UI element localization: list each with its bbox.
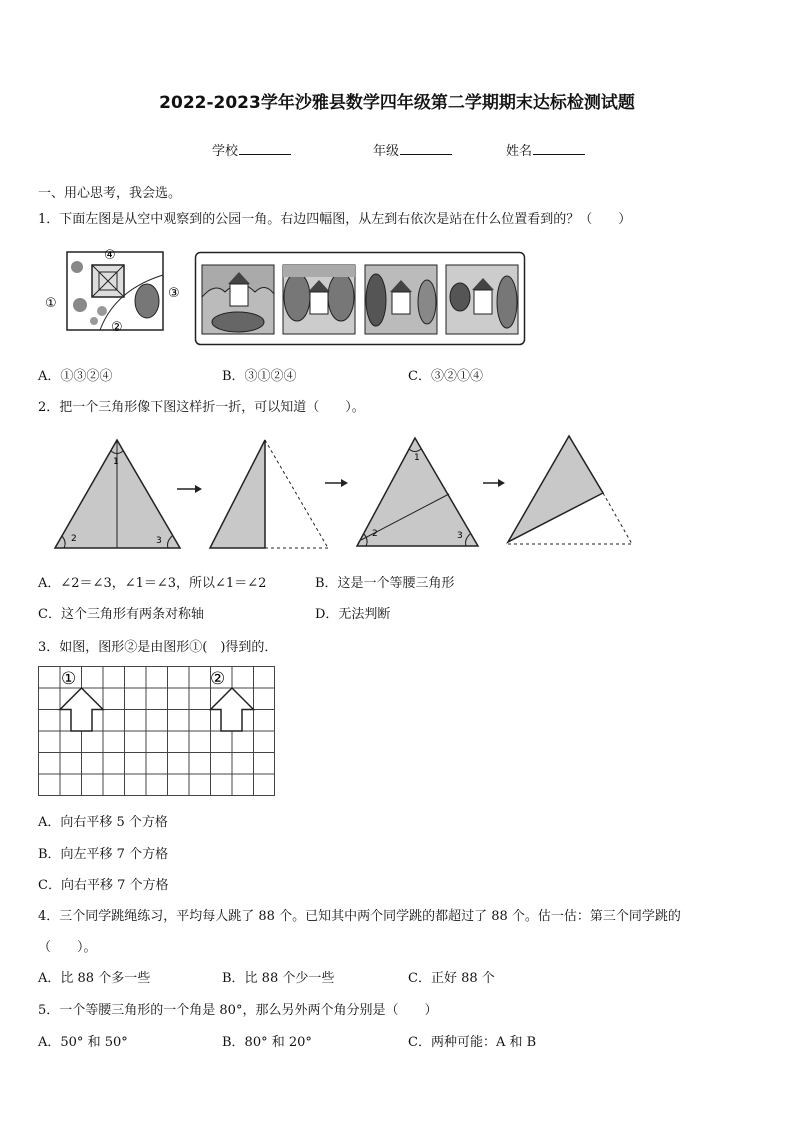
section-heading: 一、用心思考，我会选。 — [38, 186, 182, 201]
angle-label-3b: 3 — [457, 531, 463, 541]
q2-option-a[interactable]: A．∠2＝∠3，∠1＝∠3，所以∠1＝∠2 — [38, 576, 267, 591]
q1-option-a[interactable]: A．①③②④ — [38, 369, 113, 384]
grade-field[interactable] — [373, 140, 452, 159]
grade-label: 年级 — [373, 144, 400, 159]
school-label: 学校 — [212, 144, 239, 159]
arrow-3 — [483, 479, 505, 487]
name-field[interactable] — [506, 140, 585, 159]
q3-option-c[interactable]: C．向右平移 7 个方格 — [38, 878, 169, 893]
shape-1 — [60, 688, 103, 731]
question-5-text: 5．一个等腰三角形的一个角是 80°，那么另外两个角分别是（ ） — [38, 1003, 438, 1018]
question-2-text: 2．把一个三角形像下图这样折一折，可以知道（ ）。 — [38, 400, 365, 415]
angle-label-3: 3 — [156, 536, 162, 546]
grid-translation-figure — [38, 666, 276, 798]
q1-option-c[interactable]: C．③②①④ — [408, 369, 483, 384]
angle-label-2b: 2 — [372, 529, 378, 539]
angle-label-1b: 1 — [414, 453, 420, 463]
view-1 — [202, 265, 274, 334]
map-mark-1: ① — [45, 296, 57, 311]
q4-option-c[interactable]: C．正好 88 个 — [408, 971, 495, 986]
angle-label-2: 2 — [71, 534, 77, 544]
view-2 — [283, 265, 355, 334]
view-3 — [365, 265, 437, 334]
name-blank[interactable] — [533, 142, 585, 155]
question-4-text-cont: （ ）。 — [38, 940, 97, 955]
school-blank[interactable] — [239, 142, 291, 155]
triangle-step-2 — [210, 440, 328, 548]
four-views-figure — [195, 252, 525, 345]
q5-option-a[interactable]: A．50° 和 50° — [38, 1035, 128, 1050]
school-field[interactable] — [212, 140, 291, 159]
q3-option-b[interactable]: B．向左平移 7 个方格 — [38, 847, 169, 862]
q3-option-a[interactable]: A．向右平移 5 个方格 — [38, 815, 168, 830]
q2-option-b[interactable]: B．这是一个等腰三角形 — [315, 576, 455, 591]
name-label: 姓名 — [506, 144, 533, 159]
view-4 — [446, 265, 518, 334]
shape-label-1: ① — [61, 669, 77, 689]
grade-blank[interactable] — [400, 142, 452, 155]
q4-option-a[interactable]: A．比 88 个多一些 — [38, 971, 151, 986]
arrow-1 — [177, 485, 202, 493]
q2-option-d[interactable]: D．无法判断 — [315, 607, 391, 622]
triangle-folding-figure — [50, 432, 640, 557]
shape-2 — [211, 688, 254, 731]
question-4-text: 4．三个同学跳绳练习，平均每人跳了 88 个。已知其中两个同学跳的都超过了 88 个。估一估：第三个同学跳的 — [38, 909, 681, 924]
map-mark-4: ④ — [104, 248, 116, 263]
triangle-step-1 — [55, 440, 180, 548]
arrow-2 — [325, 479, 348, 487]
q5-option-c[interactable]: C．两种可能：A 和 B — [408, 1035, 537, 1050]
triangle-step-4 — [508, 436, 632, 544]
q4-option-b[interactable]: B．比 88 个少一些 — [222, 971, 335, 986]
park-map-figure — [40, 245, 190, 340]
angle-label-1: 1 — [113, 457, 119, 467]
triangle-step-3 — [357, 438, 478, 546]
q5-option-b[interactable]: B．80° 和 20° — [222, 1035, 312, 1050]
map-mark-2: ② — [111, 320, 123, 335]
shape-label-2: ② — [210, 669, 226, 689]
q1-option-b[interactable]: B．③①②④ — [222, 369, 297, 384]
page-title: 2022-2023学年沙雅县数学四年级第二学期期末达标检测试题 — [159, 93, 635, 113]
question-3-text: 3．如图，图形②是由图形①( )得到的． — [38, 640, 278, 655]
map-mark-3: ③ — [168, 286, 180, 301]
q2-option-c[interactable]: C．这个三角形有两条对称轴 — [38, 607, 204, 622]
question-1-text: 1．下面左图是从空中观察到的公园一角。右边四幅图，从左到右依次是站在什么位置看到的？（ ） — [38, 212, 632, 227]
